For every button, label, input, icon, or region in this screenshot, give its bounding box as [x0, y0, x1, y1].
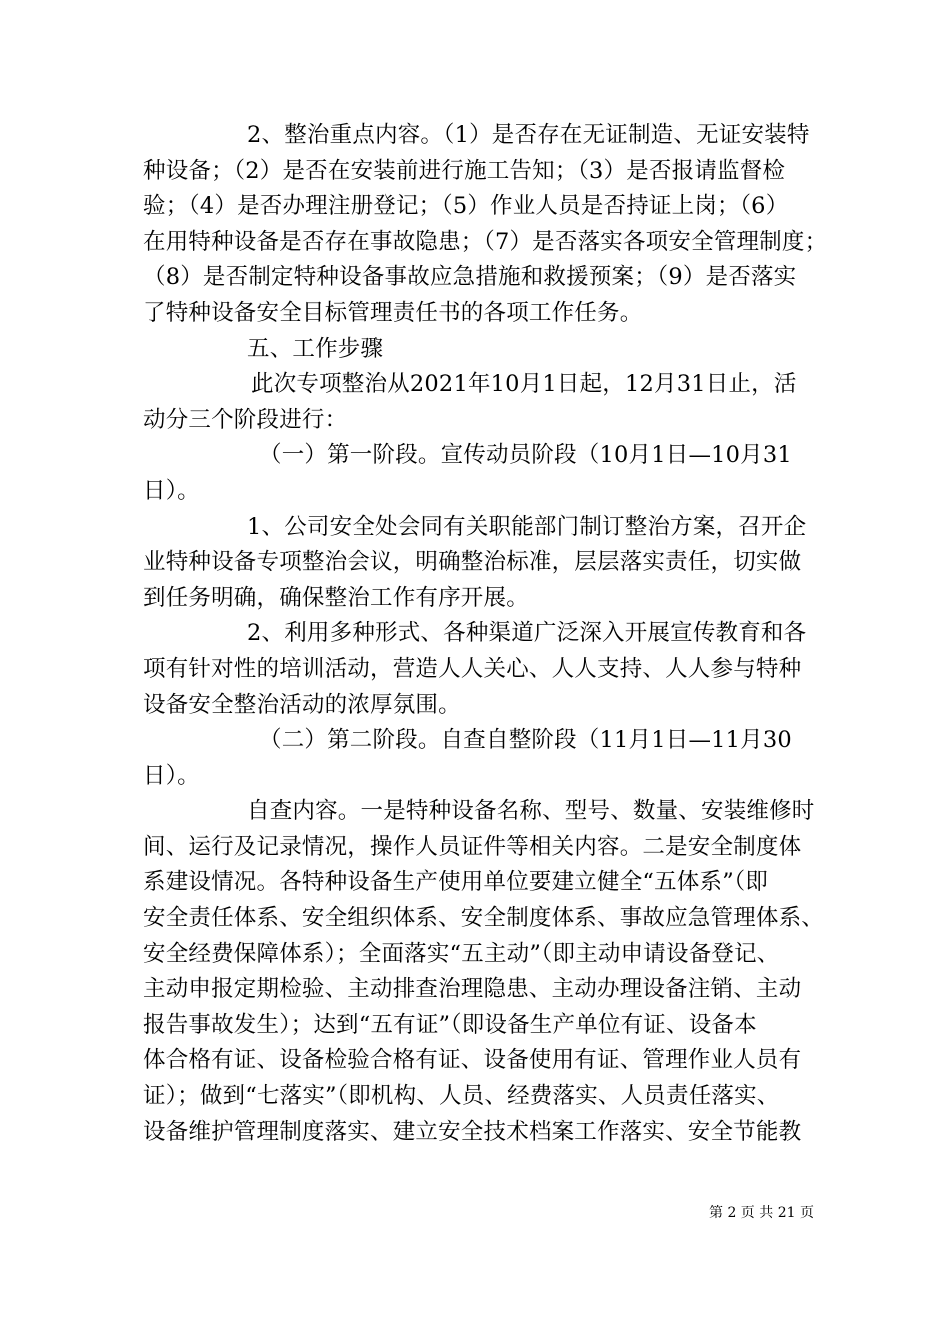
paragraph-line: 项有针对性的培训活动，营造人人关心、人人支持、人人参与特种 — [143, 655, 802, 682]
paragraph-line: （8）是否制定特种设备事故应急措施和救援预案；（9）是否落实 — [143, 264, 797, 291]
paragraph-line: 设备安全整治活动的浓厚氛围。 — [143, 691, 461, 718]
paragraph-line: 安全经费保障体系）；全面落实“五主动”（即主动申请设备登记、 — [143, 940, 780, 967]
subsection-heading: （二）第二阶段。自查自整阶段（11月1日—11月30 — [259, 727, 792, 754]
page-number: 第 2 页 共 21 页 — [709, 1205, 814, 1221]
paragraph-line: 报告事故发生）；达到“五有证”（即设备生产单位有证、设备本 — [143, 1011, 757, 1038]
paragraph-line: 安全责任体系、安全组织体系、安全制度体系、事故应急管理体系、 — [143, 905, 825, 932]
paragraph-line: 业特种设备专项整治会议，明确整治标准，层层落实责任，切实做 — [143, 549, 802, 576]
paragraph-line: 了特种设备安全目标管理责任书的各项工作任务。 — [143, 299, 643, 326]
paragraph-line: 到任务明确，确保整治工作有序开展。 — [143, 584, 529, 611]
paragraph-line: 在用特种设备是否存在事故隐患；（7）是否落实各项安全管理制度； — [143, 228, 828, 255]
paragraph-line: 2、利用多种形式、各种渠道广泛深入开展宣传教育和各 — [247, 620, 807, 647]
paragraph-line: 日）。 — [143, 762, 200, 789]
paragraph-line: 间、运行及记录情况，操作人员证件等相关内容。二是安全制度体 — [143, 833, 802, 860]
paragraph-line: 2、整治重点内容。（1）是否存在无证制造、无证安装特 — [247, 122, 810, 148]
paragraph-line: 自查内容。一是特种设备名称、型号、数量、安装维修时 — [247, 798, 815, 825]
paragraph-line: 证）；做到“七落实”（即机构、人员、经费落实、人员责任落实、 — [143, 1083, 780, 1110]
paragraph-line: 此次专项整治从2021年10月1日起，12月31日止，活 — [251, 371, 797, 398]
paragraph-line: 系建设情况。各特种设备生产使用单位要建立健全“五体系”（即 — [143, 869, 769, 896]
paragraph-line: 主动申报定期检验、主动排查治理隐患、主动办理设备注销、主动 — [143, 976, 802, 1003]
paragraph-line: 动分三个阶段进行： — [143, 406, 348, 433]
document-body — [143, 118, 828, 1150]
subsection-heading: （一）第一阶段。宣传动员阶段（10月1日—10月31 — [259, 442, 792, 469]
paragraph-line: 验；（4）是否办理注册登记；（5）作业人员是否持证上岗；（6） — [143, 193, 789, 220]
section-heading: 五、工作步骤 — [247, 335, 384, 362]
paragraph-line: 种设备；（2）是否在安装前进行施工告知；（3）是否报请监督检 — [143, 157, 786, 184]
paragraph-line: 设备维护管理制度落实、建立安全技术档案工作落实、安全节能教 — [143, 1118, 802, 1145]
paragraph-line: 体合格有证、设备检验合格有证、设备使用有证、管理作业人员有 — [143, 1047, 802, 1074]
paragraph-line: 日）。 — [143, 477, 200, 504]
paragraph-line: 1、公司安全处会同有关职能部门制订整治方案，召开企 — [247, 513, 807, 540]
